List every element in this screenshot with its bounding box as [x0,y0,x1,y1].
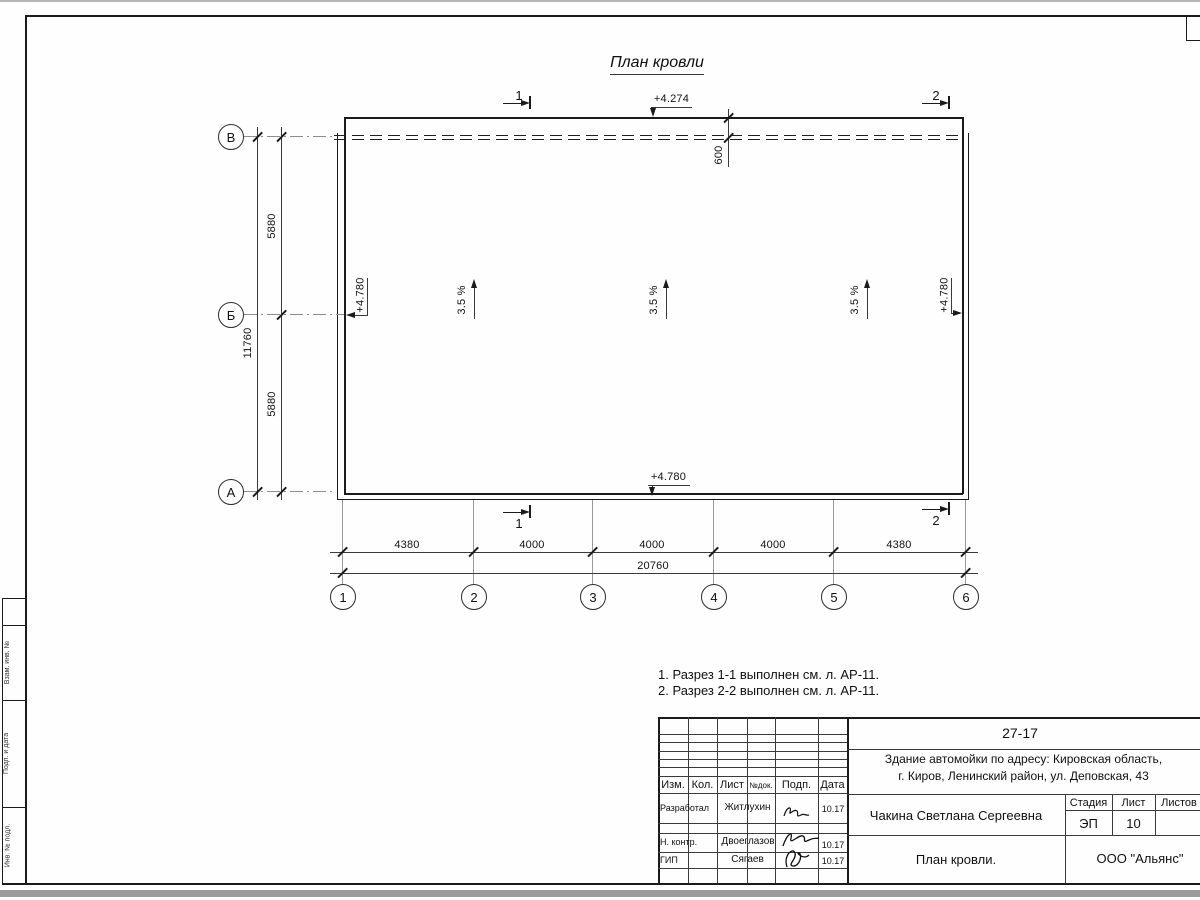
roof-bottom-outer [337,499,969,500]
tb-date-1: 10.17 [821,804,845,814]
dim-4000-3: 4000 [760,539,786,551]
tb-row-line [658,751,847,752]
section-1-bottom-bar [529,505,531,518]
slope-arrow-3 [864,279,870,288]
axis-col-3 [580,584,606,610]
tb-name-dvoeglazov: Двоеглазов [721,836,775,847]
tb-row-line [658,759,847,760]
axis-col-ext-2 [473,500,474,584]
roof-right-inner [962,117,964,494]
dim-line-col-spans [330,552,978,553]
section-2-top-label: 2 [932,88,940,103]
elevation-bottom: +4.780 [650,471,687,483]
axis-col-5-label: 5 [830,589,838,605]
page-edge-top [0,0,1200,2]
dim-5880-top: 5880 [266,213,278,239]
tb-line-under-address [847,794,1200,795]
strip-label-inv: Инв. № подл. [4,823,12,868]
tb-doc-number: 27-17 [1002,725,1038,741]
axis-col-ext-3 [592,500,593,584]
tb-author: Чакина Светлана Сергеевна [869,808,1043,823]
strip-label-vzam: Взам. инв. № [4,640,12,685]
plan-title: План кровли [610,54,704,71]
tb-col-kol: Кол. [691,779,714,791]
axis-row-V [218,124,244,150]
dim-11760: 11760 [242,327,254,359]
tb-row-line [658,793,847,794]
strip-line-3 [2,700,25,701]
roof-left-inner [344,117,346,494]
axis-col-1 [330,584,356,610]
tb-sheet-value: 10 [1126,816,1141,831]
tb-date-3: 10.17 [821,856,845,866]
dim-line-11760 [257,127,258,500]
elevation-right-arrow [953,310,962,316]
elevation-right: +4.780 [938,277,951,313]
elevation-top: +4.274 [653,93,690,105]
tb-line-under-author [847,835,1200,836]
tb-address-line1: Здание автомойки по адресу: Кировская область, [884,752,1163,766]
tb-role-razrabotal: Разработал [660,803,709,813]
section-2-bottom-line [922,509,941,510]
roof-hidden-wall-line-1 [334,135,963,136]
tb-sheets-label: Листов [1161,797,1197,809]
slope-arrow-line-3 [867,286,868,319]
dim-4380-left: 4380 [394,539,420,551]
frame-left [25,15,27,883]
slope-label-2: 3.5 % [648,285,660,315]
strip-line-2 [2,625,25,626]
signature-zhitlukhin [780,802,816,822]
roof-right-outer [968,133,969,499]
tb-col-data: Дата [820,779,845,791]
tb-row-line [658,734,847,735]
axis-col-6-label: 6 [962,589,970,605]
tb-address-line2: г. Киров, Ленинский район, ул. Деповская, 43 [898,769,1149,783]
roof-hidden-wall-line-2 [334,139,963,140]
axis-col-6 [953,584,979,610]
strip-label-podp: Подп. и дата [3,732,11,775]
dim-4000-1: 4000 [519,539,545,551]
tb-drawing-name: План кровли. [915,852,997,867]
elevation-left-arrow [346,312,355,318]
dim-600: 600 [713,145,725,165]
dim-20760: 20760 [637,560,669,572]
section-1-top-line [503,103,522,104]
slope-arrow-line-2 [666,286,667,319]
section-1-top-bar [529,96,531,109]
slope-arrow-2 [663,279,669,288]
tb-company: ООО "Альянс" [1096,851,1184,866]
corner-cell-bottom [1186,40,1200,41]
corner-cell-left [1186,15,1187,40]
signature-syagaev [779,845,813,871]
tb-name-zhitlukhin: Житлухин [724,802,771,813]
strip-line-4 [2,807,25,808]
tb-stage-value: ЭП [1079,816,1098,831]
tb-row-line [658,823,847,824]
note-2: 2. Разрез 2-2 выполнен см. л. АР-11. [658,683,880,698]
axis-col-1-label: 1 [339,589,347,605]
tb-role-nkontr: Н. контр. [660,837,698,847]
tb-date-2: 10.17 [821,840,845,850]
slope-label-1: 3.5 % [456,285,468,315]
elevation-bottom-underline [648,485,690,486]
section-2-top-line [922,103,941,104]
axis-col-3-label: 3 [589,589,597,605]
tb-row-line [658,868,847,869]
axis-row-V-label: В [226,129,236,145]
page-edge-bottom [0,890,1200,897]
tb-col-ndok: №док. [749,781,773,790]
tb-col-list: Лист [720,779,744,791]
slope-label-3: 3.5 % [849,285,861,315]
dim-4000-2: 4000 [639,539,665,551]
roof-top-edge [344,117,963,119]
section-1-bottom-line [503,512,522,513]
slope-arrow-1 [471,279,477,288]
dim-4380-right: 4380 [886,539,912,551]
section-2-bottom-label: 2 [932,513,940,528]
axis-col-2 [461,584,487,610]
tb-row-line [658,776,847,777]
tb-col-izm: Изм. [661,779,685,791]
axis-col-5 [821,584,847,610]
axis-row-B [218,302,244,328]
slope-arrow-line-1 [474,286,475,319]
tb-line-under-stage-row [1065,810,1200,811]
axis-col-ext-5 [833,500,834,584]
strip-line-1 [2,598,25,599]
tb-role-gip: ГИП [660,855,678,865]
tb-line-under-docnum [847,749,1200,750]
axis-col-ext-4 [713,500,714,584]
frame-top [25,15,1200,17]
elevation-right-underline [951,278,952,314]
tb-sheet-label: Лист [1121,797,1146,809]
axis-col-4-label: 4 [710,589,718,605]
frame-bottom [2,883,1200,885]
section-2-bottom-bar [948,502,950,515]
dim-line-col-total [330,573,978,574]
titleblock-top [658,717,1200,719]
tb-row-line [658,742,847,743]
dim-5880-bottom: 5880 [266,391,278,417]
elevation-left: +4.780 [354,277,367,313]
section-1-bottom-label: 1 [515,516,523,531]
axis-col-4 [701,584,727,610]
elevation-bottom-arrow [649,487,655,496]
elevation-top-arrow [650,108,656,117]
elevation-left-underline [367,278,368,316]
tb-row-line [658,767,847,768]
tb-col-podp: Подп. [781,779,812,791]
section-1-top-label: 1 [515,88,523,103]
tb-row-line [658,852,847,853]
axis-row-A [218,479,244,505]
axis-row-B-label: Б [226,307,236,323]
note-1: 1. Разрез 1-1 выполнен см. л. АР-11. [658,667,880,682]
axis-col-2-label: 2 [470,589,478,605]
section-2-top-bar [948,96,950,109]
roof-left-outer [337,133,338,499]
axis-row-A-label: А [226,484,236,500]
tb-name-syagaev: Сягаев [731,854,764,865]
axis-row-B-line [244,314,344,315]
tb-stage-label: Стадия [1069,797,1108,809]
plan-title-underline [610,74,704,75]
elevation-top-underline [651,107,692,108]
